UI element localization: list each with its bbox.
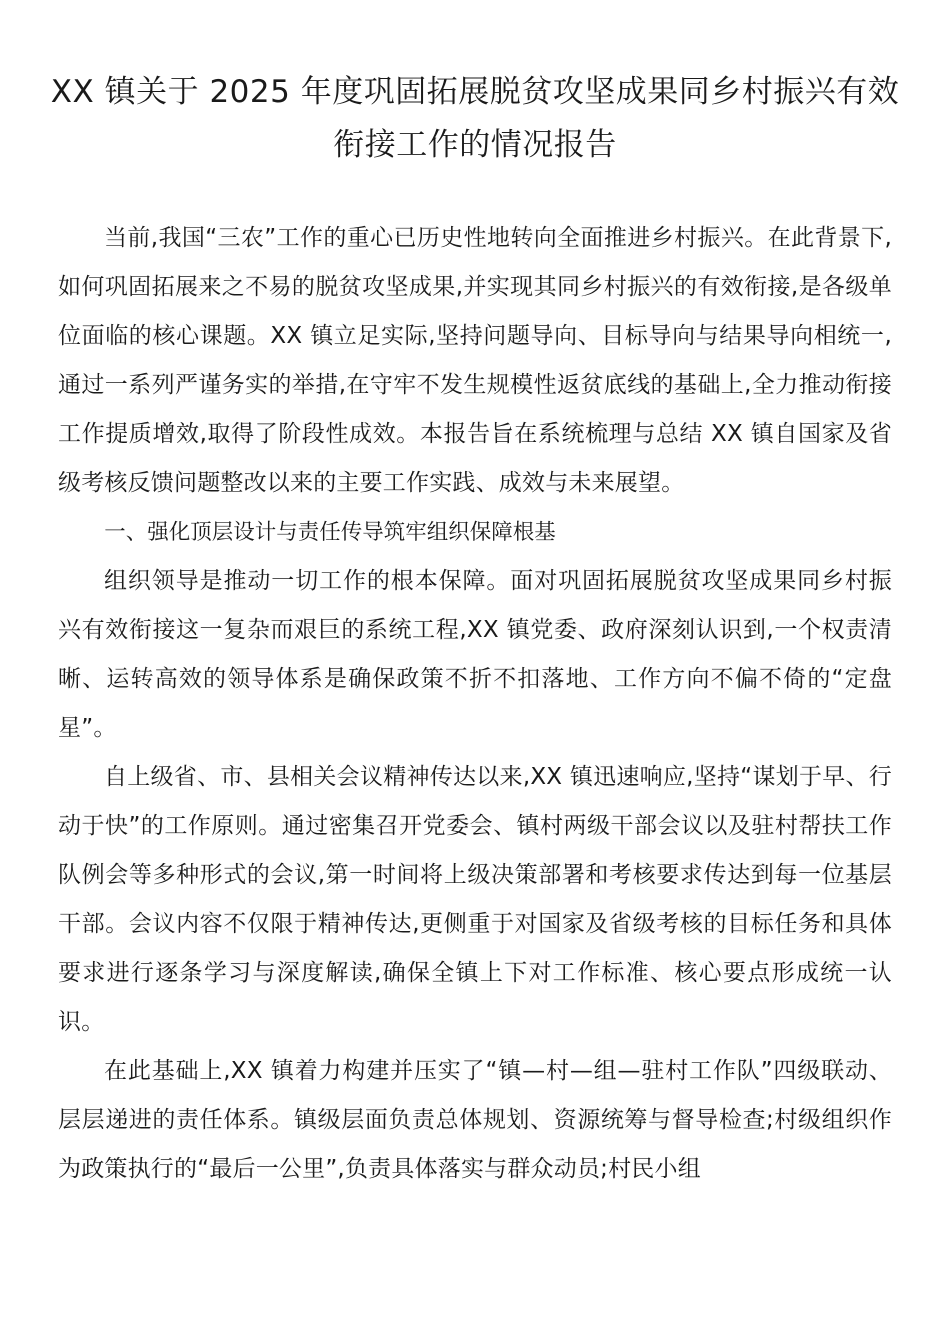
section-1-paragraph-2: 自上级省、市、县相关会议精神传达以来,XX 镇迅速响应,坚持“谋划于早、行动于快”的工作原则。通过密集召开党委会、镇村两级干部会议以及驻村帮扶工作队例会等多种形式的会议,第一时间将上级决策部署和考核要求传达到每一位基层干部。会议内容不仅限于精神传达,更侧重于对国家及省级考核的目标任务和具体要求进行逐条学习与深度解读,确保全镇上下对工作标准、核心要点形成统一认识。	[58, 764, 892, 1035]
section-1-heading: 一、强化顶层设计与责任传导筑牢组织保障根基	[104, 520, 556, 545]
section-1-paragraph-3: 在此基础上,XX 镇着力构建并压实了“镇—村—组—驻村工作队”四级联动、层层递进的责任体系。镇级层面负责总体规划、资源统筹与督导检查;村级组织作为政策执行的“最后一公里”,负责具体落实与群众动员;村民小组	[58, 1058, 892, 1182]
document-body	[58, 214, 892, 1194]
section-1-paragraph-1: 组织领导是推动一切工作的根本保障。面对巩固拓展脱贫攻坚成果同乡村振兴有效衔接这一复杂而艰巨的系统工程,XX 镇党委、政府深刻认识到,一个权责清晰、运转高效的领导体系是确保政策不折不扣落地、工作方向不偏不倚的“定盘星”。	[58, 568, 892, 741]
document-title: XX 镇关于 2025 年度巩固拓展脱贫攻坚成果同乡村振兴有效衔接工作的情况报告	[50, 74, 900, 163]
intro-paragraph: 当前,我国“三农”工作的重心已历史性地转向全面推进乡村振兴。在此背景下,如何巩固拓展来之不易的脱贫攻坚成果,并实现其同乡村振兴的有效衔接,是各级单位面临的核心课题。XX 镇立足实际,坚持问题导向、目标导向与结果导向相统一,通过一系列严谨务实的举措,在守牢不发生规模性返贫底线的基础上,全力推动衔接工作提质增效,取得了阶段性成效。本报告旨在系统梳理与总结 XX 镇自国家及省级考核反馈问题整改以来的主要工作实践、成效与未来展望。	[58, 225, 892, 496]
